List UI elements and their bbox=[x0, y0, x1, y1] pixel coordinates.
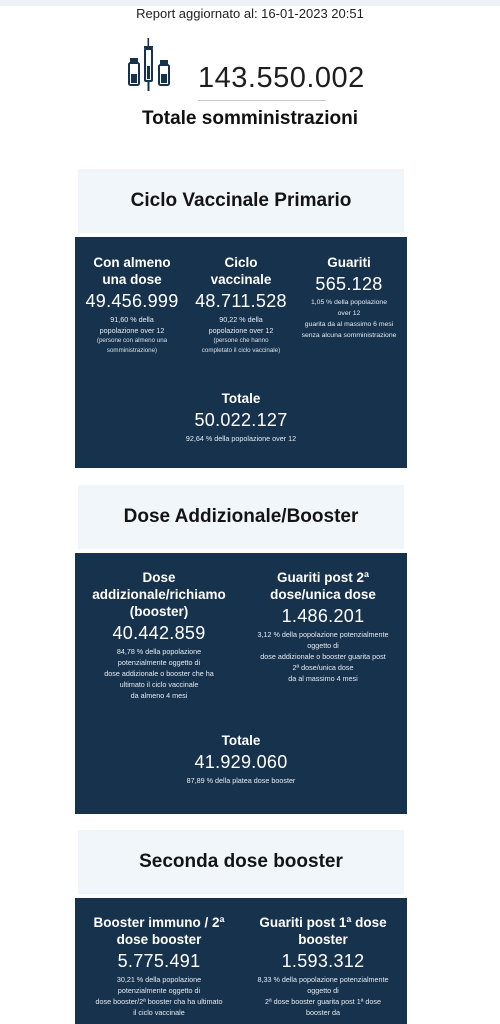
report-updated-text: Report aggiornato al: 16-01-2023 20:51 bbox=[136, 6, 364, 21]
vaccine-cycle-description: 90,22 % della popolazione over 12 bbox=[208, 315, 274, 335]
second-booster-value: 5.775.491 bbox=[117, 951, 201, 971]
vaccine-cycle-value: 48.711.528 bbox=[195, 291, 287, 311]
recovered-post-second-dose-description: 3,12 % della popolazione potenzialmente oggetto di dose addizionale o booster guarita post 2ª dose/unica dose da al massimo 4 mesi bbox=[257, 630, 389, 683]
second-booster-card bbox=[77, 914, 241, 1018]
second-booster-title: Booster immuno / 2ª dose booster bbox=[93, 915, 225, 947]
first-dose-title: Con almeno una dose bbox=[93, 255, 171, 287]
first-dose-description: 91,60 % della popolazione over 12 bbox=[99, 315, 165, 335]
additional-dose-value: 40.442.859 bbox=[112, 623, 206, 643]
section-title-second-booster: Seconda dose booster bbox=[78, 830, 404, 894]
additional-dose-description: 84,78 % della popolazione potenzialmente oggetto di dose addizionale o booster che ha ultimato il ciclo vaccinale da almeno 4 mesi bbox=[104, 647, 214, 700]
recovered-post-first-booster-title: Guariti post 1ª dose booster bbox=[259, 915, 387, 947]
primary-total-title: Totale bbox=[221, 391, 261, 406]
recovered-description: 1,05 % della popolazione over 12 guarita da al massimo 6 mesi senza alcuna somministrazione bbox=[301, 299, 397, 339]
recovered-post-second-dose-card bbox=[241, 569, 405, 684]
vaccine-cycle-title: Ciclo vaccinale bbox=[210, 255, 272, 287]
recovered-post-first-booster-description: 8,33 % della popolazione potenzialmente oggetto di 2ª dose booster guarita post 1ª dose booster da bbox=[257, 975, 389, 1017]
first-dose-value: 49.456.999 bbox=[85, 291, 179, 311]
booster-total-description: 87,89 % della platea dose booster bbox=[186, 776, 296, 785]
primary-total-card bbox=[75, 390, 407, 444]
vaccine-cycle-note: (persone che hanno completato il ciclo vaccinale) bbox=[201, 337, 281, 354]
recovered-card bbox=[297, 254, 401, 341]
hero-total-administrations bbox=[0, 38, 500, 138]
second-booster-description: 30,21 % della popolazione potenzialmente oggetto di dose booster/2ª booster cha ha ultimato il ciclo vaccinale bbox=[95, 975, 223, 1017]
primary-total-description: 92,64 % della popolazione over 12 bbox=[185, 434, 297, 443]
recovered-post-first-booster-card bbox=[241, 914, 405, 1018]
recovered-post-first-booster-value: 1.593.312 bbox=[281, 951, 365, 971]
primary-total-value: 50.022.127 bbox=[194, 410, 288, 430]
booster-total-title: Totale bbox=[221, 733, 261, 748]
section-title-primary-cycle: Ciclo Vaccinale Primario bbox=[78, 169, 404, 233]
additional-dose-card bbox=[77, 569, 241, 701]
total-administrations-value: 143.550.002 bbox=[198, 62, 365, 94]
recovered-value: 565.128 bbox=[315, 274, 383, 294]
recovered-post-second-dose-title: Guariti post 2ª dose/unica dose bbox=[270, 570, 376, 602]
booster-panel bbox=[75, 553, 407, 814]
booster-total-card bbox=[75, 732, 407, 786]
recovered-title: Guariti bbox=[327, 255, 371, 270]
first-dose-card bbox=[75, 254, 189, 356]
hero-divider bbox=[198, 100, 326, 101]
recovered-post-second-dose-value: 1.486.201 bbox=[281, 606, 365, 626]
first-dose-note: (persone con almeno una somministrazione) bbox=[96, 337, 168, 354]
section-title-booster: Dose Addizionale/Booster bbox=[78, 485, 404, 549]
total-administrations-label: Totale somministrazioni bbox=[141, 108, 359, 129]
vaccine-vials-syringe-icon bbox=[128, 38, 172, 94]
booster-total-value: 41.929.060 bbox=[194, 752, 288, 772]
primary-cycle-panel bbox=[75, 237, 407, 468]
vaccine-cycle-card bbox=[185, 254, 297, 356]
additional-dose-title: Dose addizionale/richiamo (booster) bbox=[92, 570, 226, 619]
second-booster-panel bbox=[75, 898, 407, 1024]
